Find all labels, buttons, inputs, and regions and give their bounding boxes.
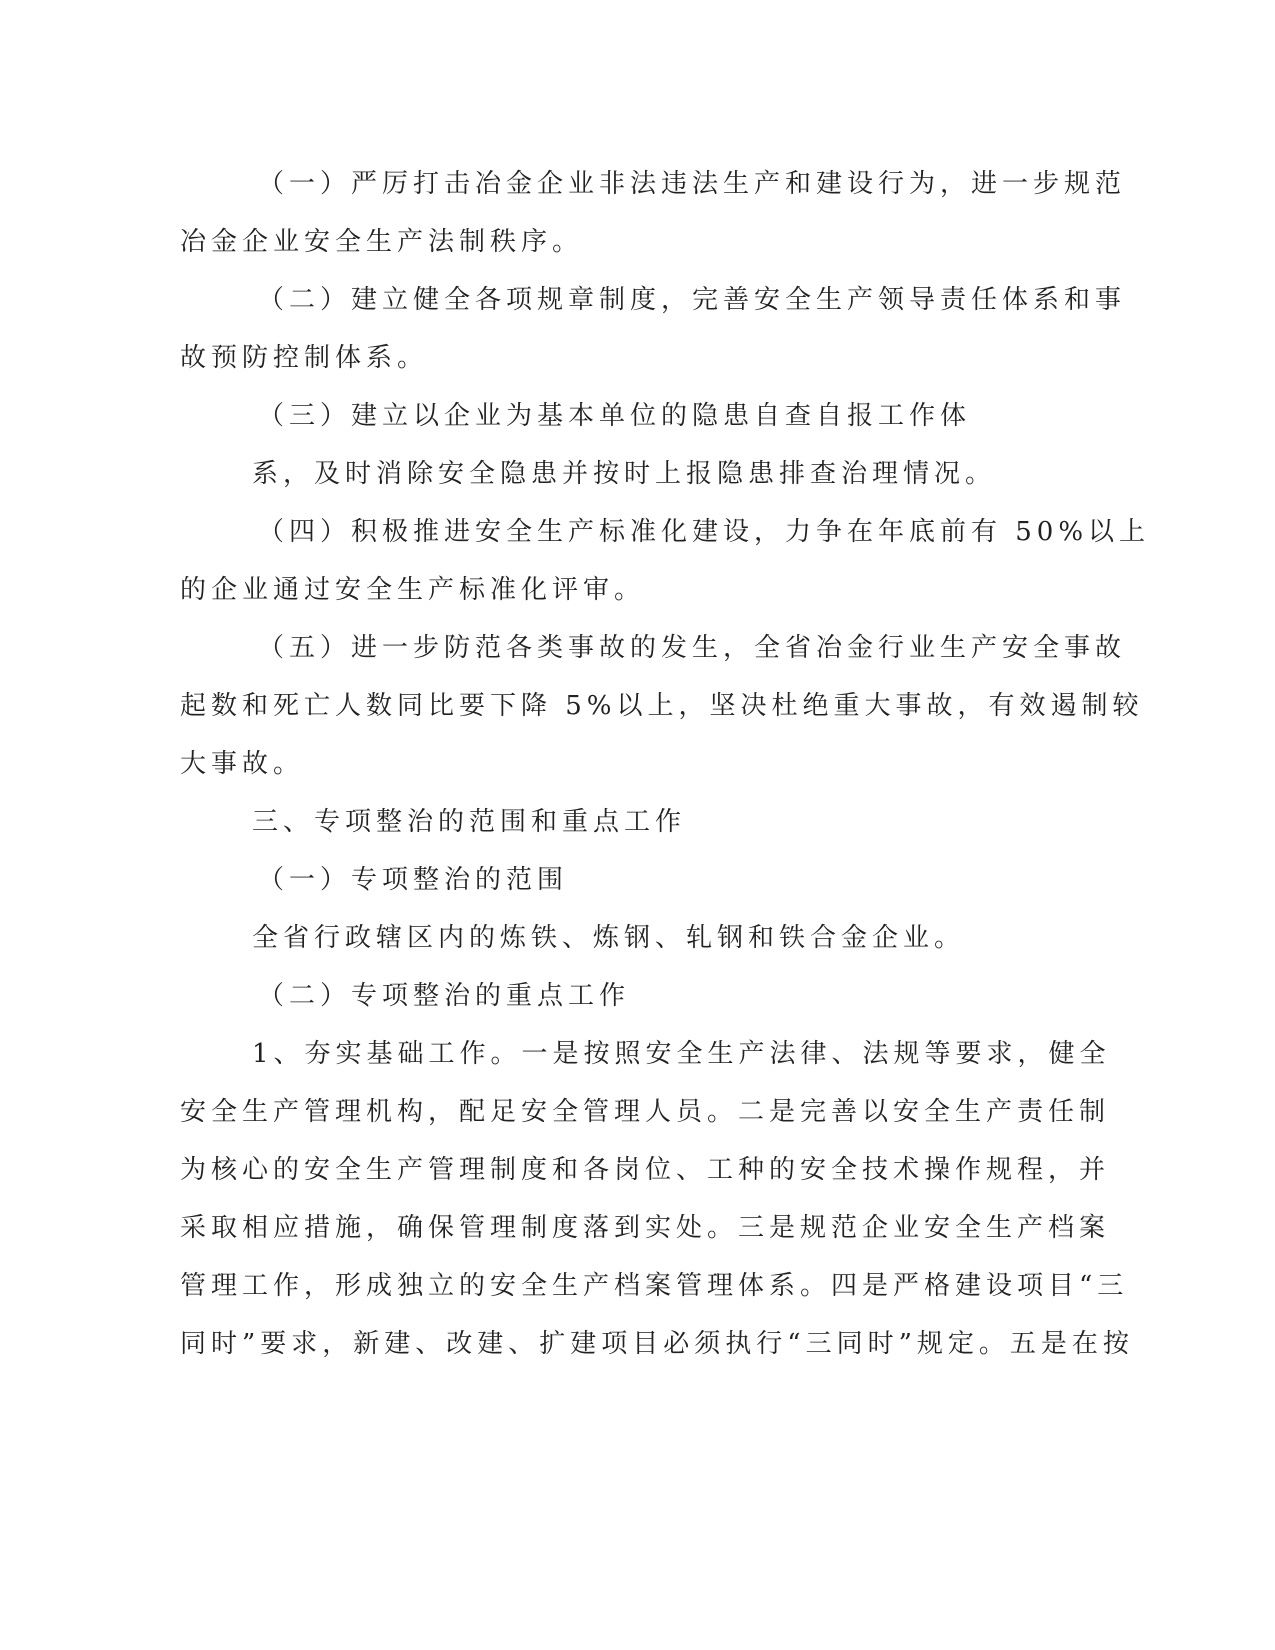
paragraph-4-line-2: 的企业通过安全生产标准化评审。 bbox=[180, 575, 646, 605]
subheading-scope: （一）专项整治的范围 bbox=[258, 865, 569, 895]
section-heading: 三、专项整治的范围和重点工作 bbox=[252, 807, 687, 837]
paragraph-2-line-2: 故预防控制体系。 bbox=[180, 343, 429, 373]
paragraph-6-line-1: 1、夯实基础工作。一是按照安全生产法律、法规等要求，健全 bbox=[252, 1039, 1111, 1069]
paragraph-1-line-2: 冶金企业安全生产法制秩序。 bbox=[180, 227, 584, 257]
paragraph-3-line-2: 系，及时消除安全隐患并按时上报隐患排查治理情况。 bbox=[252, 459, 997, 489]
paragraph-4-line-1: （四）积极推进安全生产标准化建设，力争在年底前有 50%以上 bbox=[258, 517, 1151, 547]
paragraph-5-line-2: 起数和死亡人数同比要下降 5%以上，坚决杜绝重大事故，有效遏制较 bbox=[180, 691, 1144, 721]
paragraph-3-line-1: （三）建立以企业为基本单位的隐患自查自报工作体 bbox=[258, 401, 972, 431]
subheading-key-work: （二）专项整治的重点工作 bbox=[258, 981, 631, 1011]
paragraph-1-line-1: （一）严厉打击冶金企业非法违法生产和建设行为，进一步规范 bbox=[258, 169, 1127, 199]
scope-text: 全省行政辖区内的炼铁、炼钢、轧钢和铁合金企业。 bbox=[252, 923, 966, 953]
paragraph-2-line-1: （二）建立健全各项规章制度，完善安全生产领导责任体系和事 bbox=[258, 285, 1127, 315]
paragraph-5-line-3: 大事故。 bbox=[180, 749, 305, 779]
paragraph-5-line-1: （五）进一步防范各类事故的发生，全省冶金行业生产安全事故 bbox=[258, 633, 1127, 663]
paragraph-6-line-5: 管理工作，形成独立的安全生产档案管理体系。四是严格建设项目“三 bbox=[180, 1271, 1129, 1301]
paragraph-6-line-3: 为核心的安全生产管理制度和各岗位、工种的安全技术操作规程，并 bbox=[180, 1155, 1111, 1185]
paragraph-6-line-6: 同时”要求，新建、改建、扩建项目必须执行“三同时”规定。五是在按 bbox=[180, 1329, 1134, 1359]
paragraph-6-line-4: 采取相应措施，确保管理制度落到实处。三是规范企业安全生产档案 bbox=[180, 1213, 1111, 1243]
paragraph-6-line-2: 安全生产管理机构，配足安全管理人员。二是完善以安全生产责任制 bbox=[180, 1097, 1111, 1127]
